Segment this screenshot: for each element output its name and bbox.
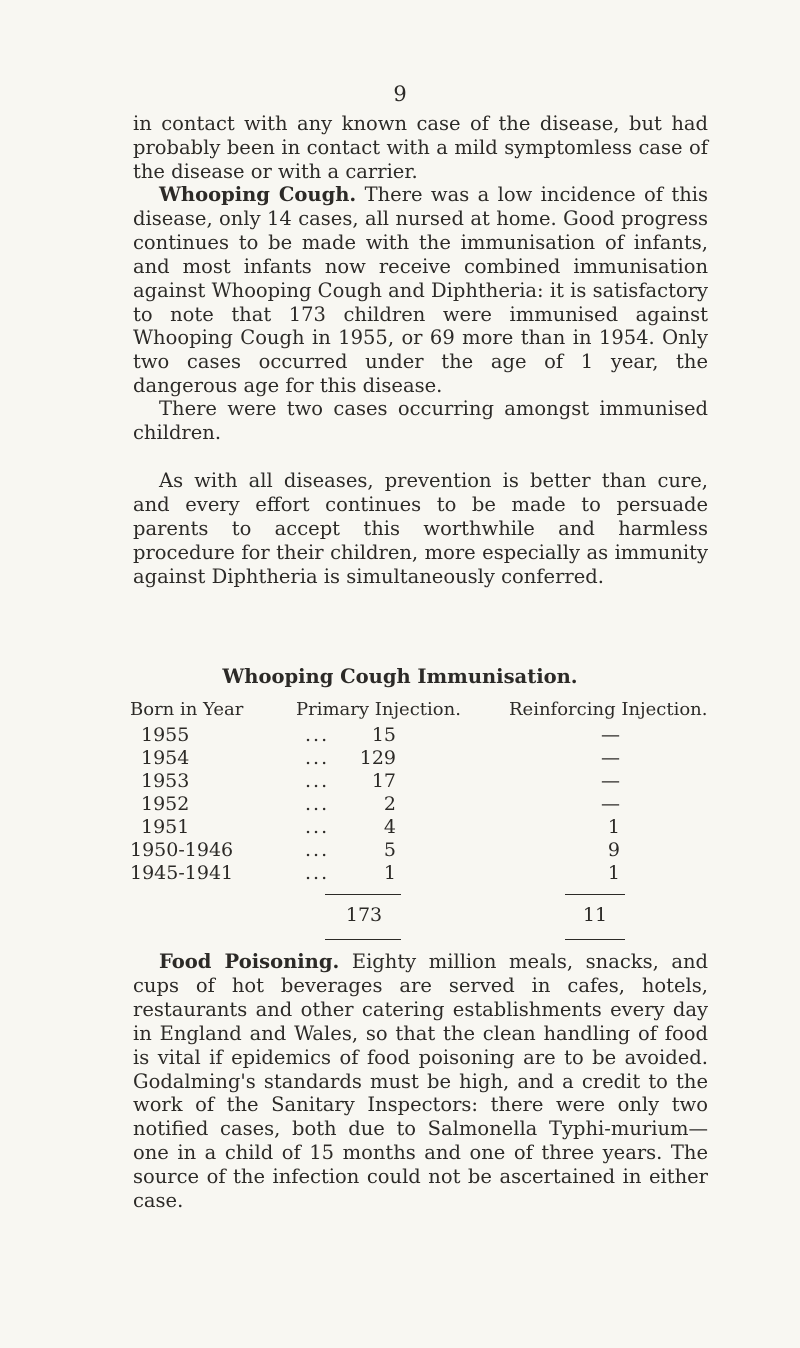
reinforcing-total: 11 [582,904,608,926]
primary-rule-bottom [325,939,401,940]
row-primary: 129 [359,747,396,769]
table-title: Whooping Cough Immunisation. [222,665,578,688]
row-year: 1955 [141,724,190,746]
intro-paragraph: in contact with any known case of the disease, but had probably been in contact with a mild symptomless case of the disease or with a carrier. [133,112,708,183]
row-year: 1950-1946 [130,839,234,861]
table-row [0,747,800,771]
immunised-cases-paragraph: There were two cases occurring amongst immunised children. [133,397,708,444]
prevention-paragraph: As with all diseases, prevention is better than cure, and every effort continues to be made to persuade parents to accept this worthwhile and harmless procedure for their children, more especially as immunity against Diphtheria is simultaneously conferred. [133,469,708,588]
food-poisoning-text: Eighty million meals, snacks, and cups of hot beverages are served in cafes, hotels, restaurants and other catering establishments every day in England and Wales, so that the clean handling of food is vital if epidemics of food poisoning are to be avoided. Godalming's standards must be high, and a credit to the work of the Sanitary Inspectors: there were only two notified cases, both due to Salmonella Typhi-murium—one in a child of 15 months and one of three years. The source of the infection could not be ascertained in either case. [133,950,708,1213]
food-poisoning-heading: Food Poisoning. [159,950,340,973]
table-row [0,839,800,863]
whooping-cough-heading: Whooping Cough. [159,183,357,206]
row-reinforcing: — [601,793,620,815]
row-year: 1953 [141,770,190,792]
row-reinforcing: 9 [607,839,620,861]
row-leader: ... [305,862,330,884]
table-row [0,724,800,748]
row-primary: 5 [383,839,396,861]
whooping-cough-text: There was a low incidence of this disease, only 14 cases, all nursed at home. Good progress continues to be made with the immunisation of infants, and most infants now receive combined immunisation against Whooping Cough and Diphtheria: it is satisfactory to note that 173 children were immunised against Whooping Cough in 1955, or 69 more than in 1954. Only two cases occurred under the age of 1 year, the dangerous age for this disease. [133,183,708,398]
row-leader: ... [305,770,330,792]
row-year: 1951 [141,816,190,838]
reinforcing-rule-bottom [565,939,625,940]
row-primary: 2 [383,793,396,815]
header-primary: Primary Injection. [296,699,461,720]
row-reinforcing: — [601,747,620,769]
header-reinforcing: Reinforcing Injection. [509,699,708,720]
row-year: 1952 [141,793,190,815]
row-reinforcing: — [601,770,620,792]
row-reinforcing: — [601,724,620,746]
row-reinforcing: 1 [607,862,620,884]
row-primary: 1 [383,862,396,884]
row-year: 1945-1941 [130,862,234,884]
row-primary: 17 [371,770,396,792]
table-row [0,793,800,817]
header-year: Born in Year [130,699,244,720]
row-primary: 15 [371,724,396,746]
whooping-cough-paragraph [133,183,708,398]
row-leader: ... [305,724,330,746]
row-reinforcing: 1 [607,816,620,838]
table-row [0,816,800,840]
table-row [0,862,800,886]
primary-rule-top [325,894,401,895]
row-leader: ... [305,747,330,769]
reinforcing-rule-top [565,894,625,895]
page-number: 9 [393,82,407,106]
row-leader: ... [305,816,330,838]
row-primary: 4 [383,816,396,838]
primary-total: 173 [345,904,383,926]
row-leader: ... [305,839,330,861]
table-row [0,770,800,794]
row-year: 1954 [141,747,190,769]
food-poisoning-paragraph [133,950,708,1213]
row-leader: ... [305,793,330,815]
